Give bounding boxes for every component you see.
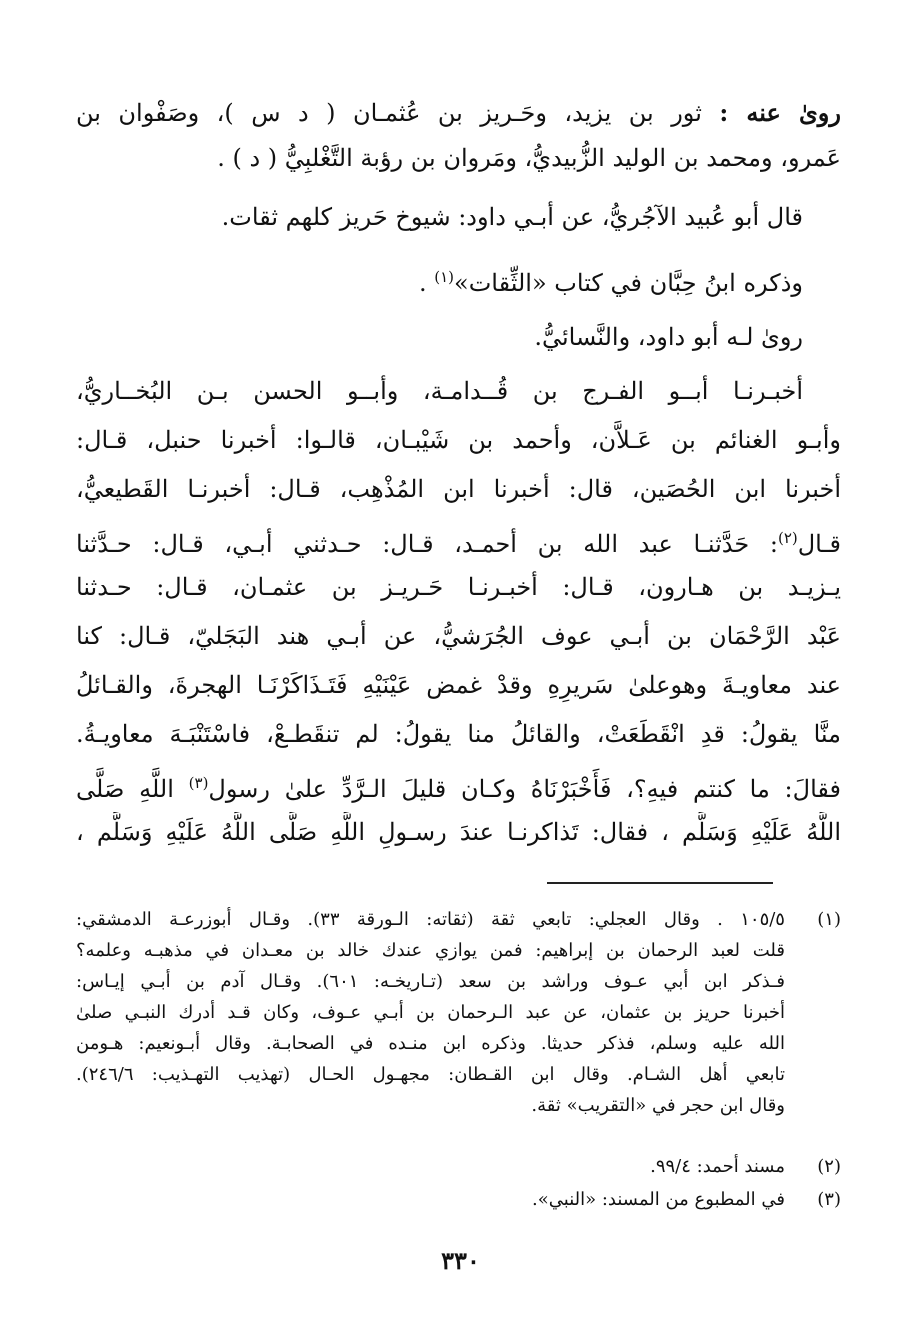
narrators-line-1 — [76, 93, 841, 133]
footnote-ref-1: (١) — [434, 268, 455, 286]
footnote-1-line: فـذكر ابن أبي عـوف وراشد بن سعد (تـاريخـه: ٦٠١). وقـال آدم بن أبـي إيـاس: — [76, 971, 785, 992]
footnote-2 — [76, 1151, 841, 1182]
footnote-2-line: مسند أحمد: ٩٩/٤. — [650, 1156, 785, 1177]
footnote-1-line: تابعي أهل الشـام. وقال ابن القـطان: مجهـول الحـال (تهذيب التهـذيب: ٢٤٦/٦). — [76, 1064, 785, 1085]
page-number: ٣٣٠ — [441, 1246, 480, 1275]
hadith-line-2: عَبْد الرَّحْمَان بن أبـي عوف الجُرَشيُّ، عن أبـي هند البَجَليّ، قـال: كنا — [76, 622, 841, 650]
ibnhibban-end: . — [418, 269, 435, 297]
rawahu-line: رویٰ لـه أبو داود، والنَّسائيُّ. — [534, 323, 803, 351]
footnote-1-number: (١) — [817, 909, 841, 930]
isnad-line-3: أخبرنا ابن الحُصَين، قال: أخبرنا ابن المُذْهِب، قـال: أخبرنـا القَطيعيُّ، — [76, 475, 841, 503]
isnad-line-4 — [76, 518, 841, 564]
footnote-1-line: الله عليه وسلم، فذكر حديثا. وذكره ابن منـده في الصحابـة. وقال أبـونعيم: هـومن — [76, 1033, 785, 1054]
footnote-separator — [547, 882, 773, 884]
isnad-line-4-rest: : حَدَّثنـا عبد الله بن أحمـد، قـال: حـدثني أبـي، قـال: حـدَّثنا — [76, 530, 778, 558]
narrators-heading: رویٰ عنه : — [719, 98, 841, 127]
isnad-line-2: وأبـو الغنائم بن عَـلاَّن، وأحمد بن شَيْبـان، قالـوا: أخبرنا حنبل، قـال: — [76, 426, 841, 454]
footnote-3 — [76, 1184, 841, 1215]
footnote-3-line: في المطبوع من المسند: «النبي». — [532, 1189, 785, 1210]
footnote-1-line: ١٠٥/٥ . وقال العجلي: تابعي ثقة (ثقاته: الـورقة ٣٣). وقـال أبوزرعـة الدمشقي: — [76, 909, 785, 930]
footnote-2-number: (٢) — [817, 1156, 841, 1177]
ajurri-line: قال أبو عُبيد الآجُريُّ، عن أبـي داود: شيوخ حَريز كلهم ثقات. — [221, 203, 803, 231]
hadith-line-3: عند معاويـةَ وهوعلىٰ سَريرِهِ وقدْ غمض عَيْنَيْهِ فَتَـذَاكَرْنَـا الهجرةَ، والقـائلُ — [76, 671, 841, 699]
narrators-line-2: عَمرو، ومحمد بن الوليد الزُّبيديُّ، ومَروان بن رؤبة التَّغْلبِيُّ ( د ) . — [217, 144, 841, 172]
hadith-line-6: اللَّهُ عَلَيْهِ وَسَلَّم ، فقال: تَذاكرنـا عندَ رسـولِ اللَّهِ صَلَّى اللَّهُ عَلَيْهِ وَسَلَّم ، — [76, 818, 841, 846]
ibnhibban-text: وذكره ابنُ حِبَّان في كتاب «الثِّقات» — [454, 269, 803, 297]
footnote-ref-2: (٢) — [777, 529, 798, 547]
footnote-1-line: وقال ابن حجر في «التقريب» ثقة. — [531, 1095, 785, 1116]
hadith-line-5-start: فقالَ: ما كنتم فيهِ؟، فَأَخْبَرْنَاهُ وكـان قليلَ الـرَّدِّ علىٰ رسول — [208, 775, 841, 803]
ibnhibban-line — [76, 257, 803, 303]
footnote-3-number: (٣) — [817, 1189, 841, 1210]
footnote-ref-3: (٣) — [188, 774, 209, 792]
isnad-qala: قـال — [797, 530, 841, 558]
footnote-1-line: قلت لعبد الرحمان بن إبراهيم: فمن يوازي عندك خالد بن معـدان في مذهبـه وعلمه؟ — [76, 940, 785, 961]
hadith-line-5-end: اللَّهِ صَلَّى — [76, 775, 189, 803]
footnote-1 — [76, 904, 841, 1124]
hadith-line-5 — [76, 763, 841, 809]
hadith-line-4: منَّا يقولُ: قدِ انْقَطَعَتْ، والقائلُ منا يقولُ: لم تنقَطـعْ، فاسْتَنْبَـهَ معاويـةُ. — [76, 720, 841, 748]
hadith-line-1: يـزيـد بن هـارون، قـال: أخبـرنـا حَـريـز بن عثمـان، قـال: حـدثنا — [76, 573, 841, 601]
footnote-1-line: أخبرنا حريز بن عثمان، عن عبد الـرحمان بن أبـي عـوف، وكان قـد أدرك النبـي صلىٰ — [76, 1002, 785, 1023]
narrators-text-1: ثور بن يزيد، وحَـريز بن عُثمـان ( د س )، وصَفْوان بن — [76, 99, 702, 127]
isnad-line-1: أخبـرنـا أبــو الفـرج بن قُــدامـة، وأبــو الحسن بـن البُخــاريُّ، — [76, 377, 803, 405]
